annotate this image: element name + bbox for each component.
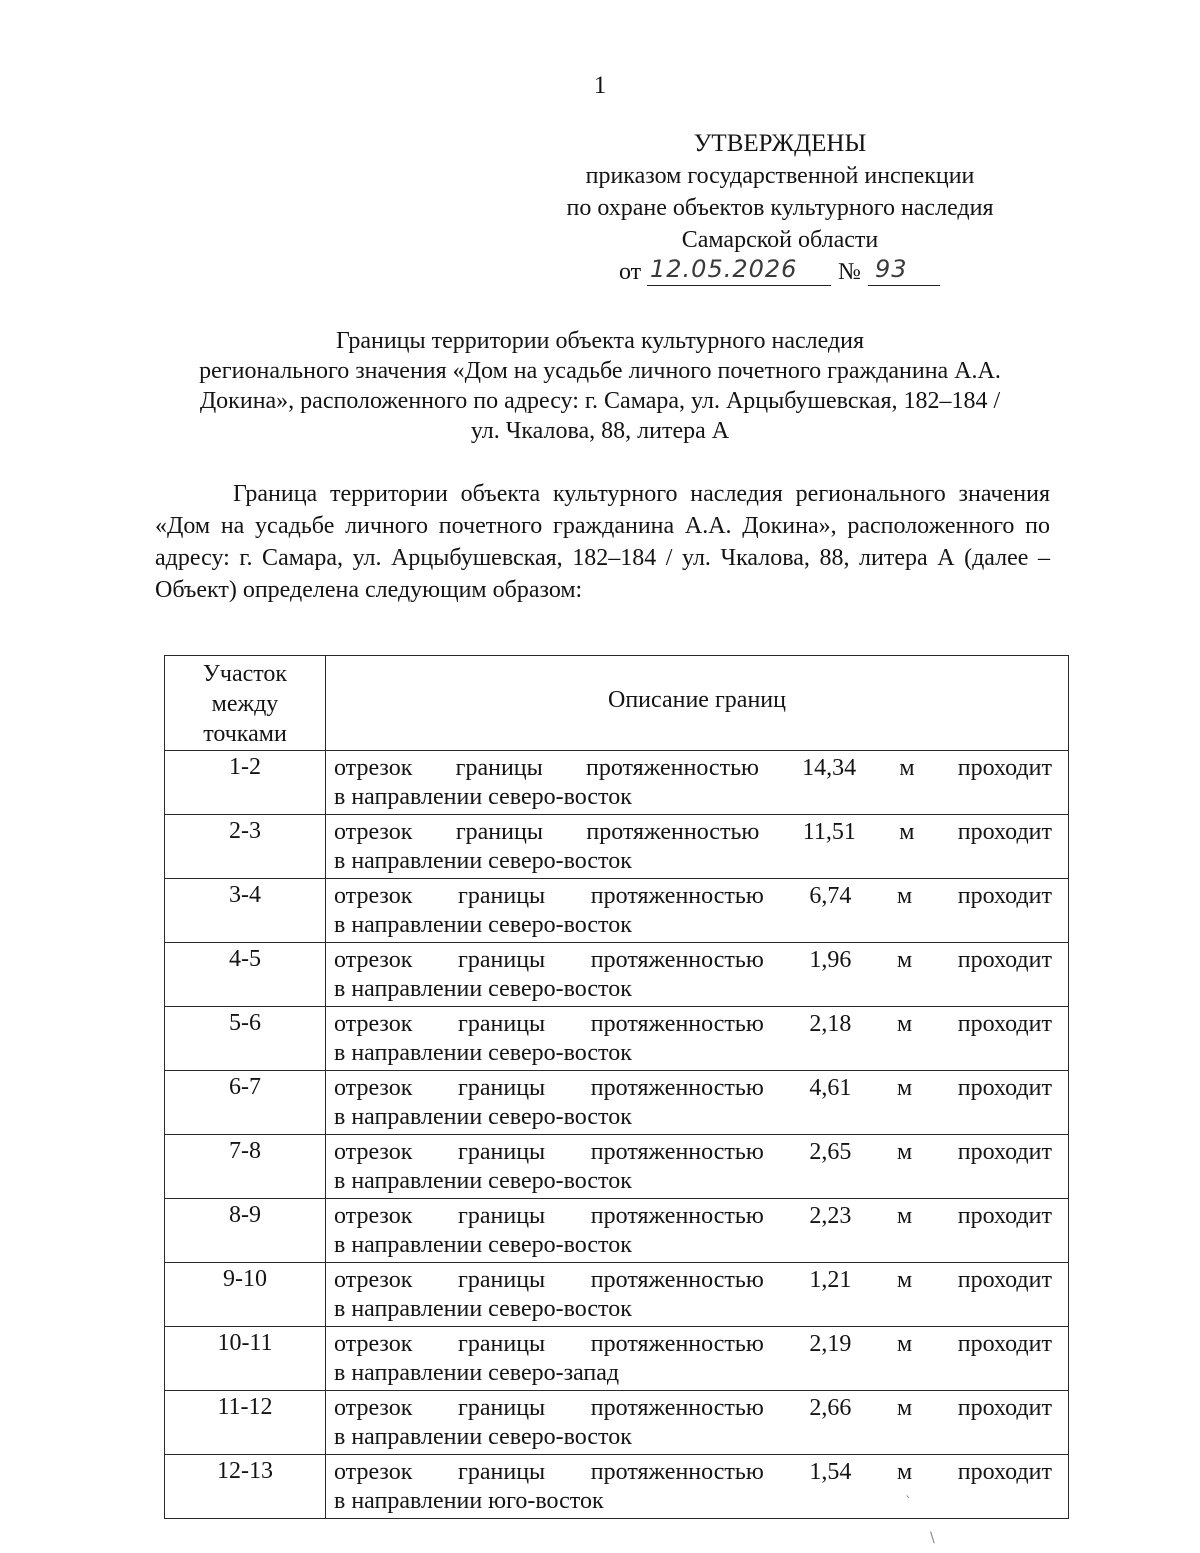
description-line <box>334 1266 1052 1295</box>
phrase-word: проходит <box>957 1075 1052 1101</box>
segment-cell: 12-13 <box>165 1455 326 1519</box>
number-prefix: № <box>838 259 861 285</box>
phrase-word: проходит <box>957 883 1052 909</box>
phrase-word: отрезок <box>334 1011 413 1037</box>
header-segment-line: Участок <box>202 661 288 687</box>
table-row <box>165 1071 1069 1135</box>
table-row <box>165 943 1069 1007</box>
scan-mark: \ <box>930 1530 935 1546</box>
phrase-word: протяженностью <box>585 755 759 781</box>
direction-text: в направлении северо-восток <box>334 1232 632 1258</box>
description-line <box>334 1202 1052 1231</box>
page-number: 1 <box>593 72 607 99</box>
table-header-row <box>165 656 1069 751</box>
unit: м <box>896 883 913 909</box>
unit: м <box>896 947 913 973</box>
approval-heading: УТВЕРЖДЕНЫ <box>693 130 867 157</box>
direction-text: в направлении северо-восток <box>334 1424 632 1450</box>
phrase-word: протяженностью <box>590 1139 764 1165</box>
direction-text: в направлении северо-восток <box>334 784 632 810</box>
phrase-word: протяженностью <box>590 1331 764 1357</box>
order-date-handwritten: 12.05.2026 <box>650 255 798 283</box>
segment-cell: 4-5 <box>165 943 326 1007</box>
title-line: Границы территории объекта культурного наследия <box>335 328 865 354</box>
description-cell <box>326 879 1069 943</box>
segment-cell: 11-12 <box>165 1391 326 1455</box>
table-row <box>165 751 1069 815</box>
description-line <box>334 1458 1052 1487</box>
header-description: Описание границ <box>326 656 1069 751</box>
header-segment-line: между <box>211 691 279 717</box>
document-title <box>150 326 1050 446</box>
direction-text: в направлении юго-восток <box>334 1488 604 1514</box>
phrase-word: границы <box>458 1395 546 1421</box>
unit: м <box>896 1075 913 1101</box>
phrase-word: отрезок <box>334 1075 413 1101</box>
intro-text: Граница территории объекта культурного наследия регионального значения «Дом на усадьбе личного почетного гражданина А.А. Докина», расположенного по адресу: г. Самара, ул. Арцыбушевская, 182–184 / ул. Чкалова, 88, литера А (далее – Объект) определена следующим образом: <box>155 481 1050 603</box>
phrase-word: отрезок <box>334 1267 413 1293</box>
description-line <box>334 1074 1052 1103</box>
table-row <box>165 1199 1069 1263</box>
header-segment-line: точками <box>203 721 287 747</box>
direction-text: в направлении северо-восток <box>334 912 632 938</box>
header-segment <box>165 656 326 751</box>
phrase-word: границы <box>458 947 546 973</box>
description-line <box>334 1330 1052 1359</box>
phrase-word: протяженностью <box>590 1395 764 1421</box>
segment-cell: 8-9 <box>165 1199 326 1263</box>
phrase-word: отрезок <box>334 1459 413 1485</box>
unit: м <box>899 819 915 845</box>
table-row <box>165 1327 1069 1391</box>
direction-text: в направлении северо-восток <box>334 1040 632 1066</box>
approval-line: по охране объектов культурного наследия <box>566 195 994 221</box>
direction-text: в направлении северо-восток <box>334 1296 632 1322</box>
unit: м <box>899 755 915 781</box>
phrase-word: границы <box>458 1203 546 1229</box>
phrase-word: отрезок <box>334 947 413 973</box>
direction-text: в направлении северо-восток <box>334 848 632 874</box>
length-value: 4,61 <box>809 1075 852 1101</box>
description-line <box>334 1394 1052 1423</box>
unit: м <box>896 1459 913 1485</box>
number-underline <box>868 285 940 286</box>
phrase-word: границы <box>455 819 543 845</box>
phrase-word: проходит <box>957 755 1052 781</box>
description-cell <box>326 943 1069 1007</box>
phrase-word: протяженностью <box>590 1011 764 1037</box>
phrase-word: протяженностью <box>590 1459 764 1485</box>
phrase-word: отрезок <box>334 819 413 845</box>
segment-cell: 10-11 <box>165 1327 326 1391</box>
description-line <box>334 818 1052 847</box>
length-value: 14,34 <box>802 755 857 781</box>
direction-text: в направлении северо-восток <box>334 1104 632 1130</box>
description-line <box>334 946 1052 975</box>
phrase-word: протяженностью <box>590 1075 764 1101</box>
unit: м <box>896 1011 913 1037</box>
description-cell <box>326 1007 1069 1071</box>
order-date-line <box>530 256 1030 292</box>
boundary-table <box>164 655 1069 1519</box>
segment-cell: 2-3 <box>165 815 326 879</box>
date-underline <box>647 285 831 286</box>
table-row <box>165 879 1069 943</box>
title-line: регионального значения «Дом на усадьбе личного почетного гражданина А.А. <box>199 358 1001 384</box>
approval-block <box>530 128 1030 292</box>
segment-cell: 3-4 <box>165 879 326 943</box>
phrase-word: протяженностью <box>590 883 764 909</box>
table-row <box>165 1455 1069 1519</box>
phrase-word: границы <box>458 1139 546 1165</box>
phrase-word: границы <box>455 755 543 781</box>
phrase-word: проходит <box>957 1331 1052 1357</box>
phrase-word: отрезок <box>334 1139 413 1165</box>
description-cell <box>326 1199 1069 1263</box>
description-cell <box>326 815 1069 879</box>
length-value: 2,19 <box>809 1331 852 1357</box>
table-row <box>165 815 1069 879</box>
phrase-word: границы <box>458 1331 546 1357</box>
phrase-word: отрезок <box>334 1395 413 1421</box>
description-cell <box>326 1455 1069 1519</box>
description-cell <box>326 1391 1069 1455</box>
unit: м <box>896 1139 913 1165</box>
length-value: 2,66 <box>809 1395 852 1421</box>
phrase-word: проходит <box>957 1139 1052 1165</box>
phrase-word: границы <box>458 1459 546 1485</box>
length-value: 2,18 <box>809 1011 852 1037</box>
segment-cell: 7-8 <box>165 1135 326 1199</box>
table-row <box>165 1263 1069 1327</box>
description-cell <box>326 1135 1069 1199</box>
unit: м <box>896 1331 913 1357</box>
description-cell <box>326 1071 1069 1135</box>
direction-text: в направлении северо-восток <box>334 976 632 1002</box>
description-cell <box>326 751 1069 815</box>
unit: м <box>896 1395 913 1421</box>
approval-line: приказом государственной инспекции <box>585 163 975 189</box>
phrase-word: проходит <box>957 1459 1052 1485</box>
segment-cell: 5-6 <box>165 1007 326 1071</box>
description-cell <box>326 1327 1069 1391</box>
phrase-word: протяженностью <box>590 1203 764 1229</box>
date-prefix: от <box>619 259 642 285</box>
length-value: 1,54 <box>809 1459 852 1485</box>
segment-cell: 9-10 <box>165 1263 326 1327</box>
phrase-word: протяженностью <box>586 819 760 845</box>
phrase-word: отрезок <box>334 755 413 781</box>
table-row <box>165 1135 1069 1199</box>
title-line: Докина», расположенного по адресу: г. Самара, ул. Арцыбушевская, 182–184 / <box>199 388 1001 414</box>
table-row <box>165 1391 1069 1455</box>
scan-mark: ` <box>905 1495 912 1511</box>
description-line <box>334 1010 1052 1039</box>
phrase-word: проходит <box>957 819 1052 845</box>
phrase-word: границы <box>458 1011 546 1037</box>
length-value: 11,51 <box>802 819 856 845</box>
table-row <box>165 1007 1069 1071</box>
phrase-word: отрезок <box>334 883 413 909</box>
phrase-word: проходит <box>957 947 1052 973</box>
title-line: ул. Чкалова, 88, литера А <box>470 418 730 444</box>
phrase-word: проходит <box>957 1203 1052 1229</box>
phrase-word: проходит <box>957 1395 1052 1421</box>
description-cell <box>326 1263 1069 1327</box>
unit: м <box>896 1203 913 1229</box>
phrase-word: границы <box>458 1267 546 1293</box>
phrase-word: проходит <box>957 1011 1052 1037</box>
segment-cell: 1-2 <box>165 751 326 815</box>
description-line <box>334 1138 1052 1167</box>
direction-text: в направлении северо-восток <box>334 1168 632 1194</box>
phrase-word: границы <box>458 1075 546 1101</box>
order-number-handwritten: 93 <box>875 255 908 283</box>
phrase-word: проходит <box>957 1267 1052 1293</box>
length-value: 1,96 <box>809 947 852 973</box>
length-value: 2,23 <box>809 1203 852 1229</box>
intro-paragraph <box>155 478 1050 606</box>
length-value: 1,21 <box>809 1267 852 1293</box>
segment-cell: 6-7 <box>165 1071 326 1135</box>
phrase-word: отрезок <box>334 1203 413 1229</box>
phrase-word: протяженностью <box>590 947 764 973</box>
unit: м <box>896 1267 913 1293</box>
length-value: 6,74 <box>809 883 852 909</box>
phrase-word: протяженностью <box>590 1267 764 1293</box>
direction-text: в направлении северо-запад <box>334 1360 620 1386</box>
boundary-table-wrap <box>164 655 1069 1519</box>
description-line <box>334 754 1052 783</box>
approval-line: Самарской области <box>681 227 879 253</box>
phrase-word: границы <box>458 883 546 909</box>
length-value: 2,65 <box>809 1139 852 1165</box>
description-line <box>334 882 1052 911</box>
phrase-word: отрезок <box>334 1331 413 1357</box>
